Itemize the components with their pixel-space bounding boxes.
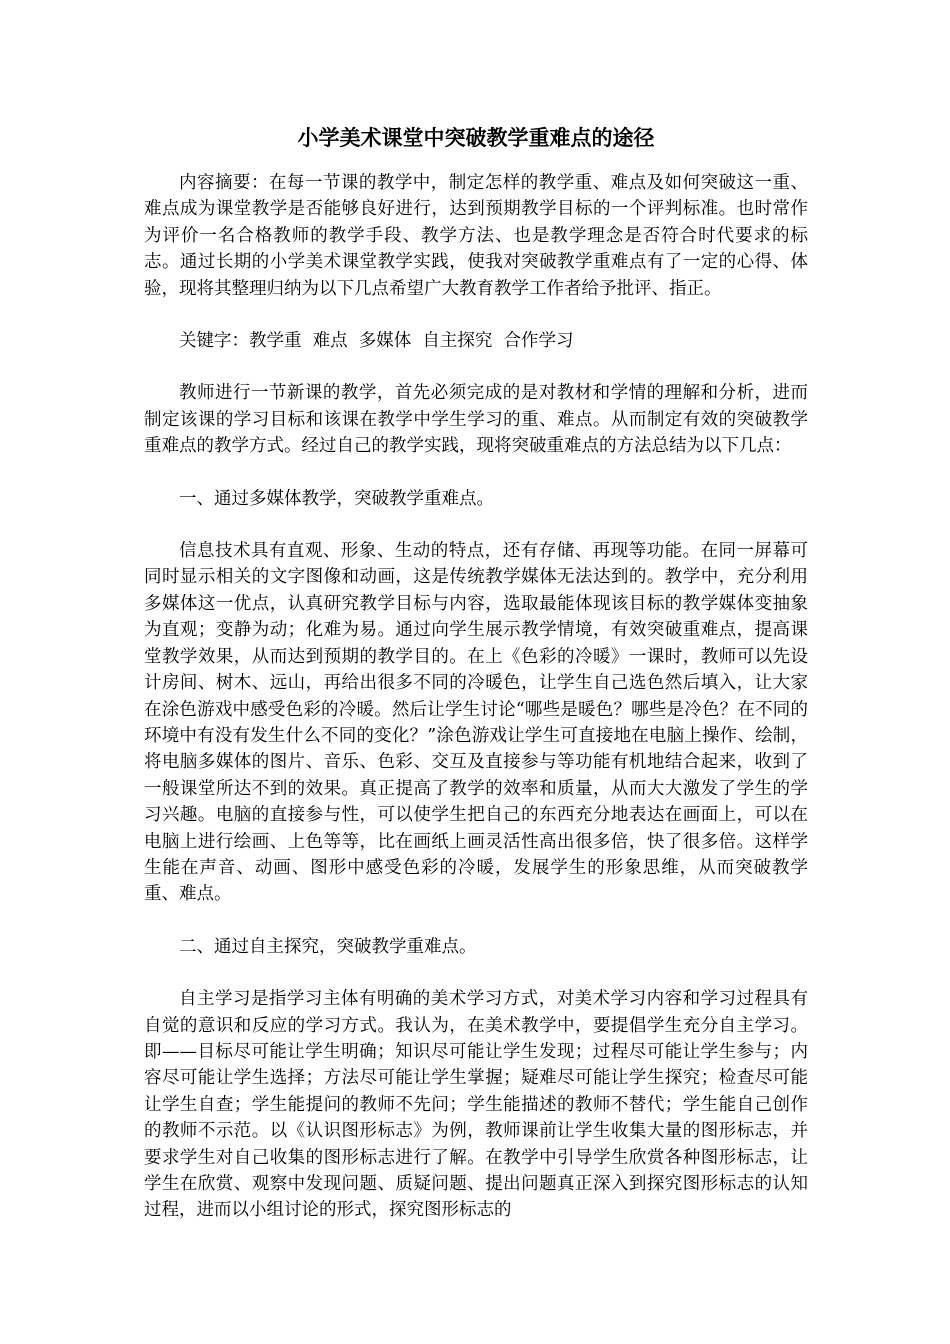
section-heading-1: 一、通过多媒体教学，突破教学重难点。 — [179, 488, 494, 509]
document-title: 小学美术课堂中突破教学重难点的途径 — [297, 126, 655, 150]
abstract-paragraph: 内容摘要：在每一节课的教学中，制定怎样的教学重、难点及如何突破这一重、难点成为课堂教学是否能够良好进行，达到预期教学目标的一个评判标准。也时常作为评价一名合格教师的教学手段、教学方法、也是教学理念是否符合时代要求的标志。通过长期的小学美术课堂教学实践，使我对突破教学重难点有了一定的心得、体验，现将其整理归纳为以下几点希望广大教育教学工作者给予批评、指正。 — [144, 173, 808, 299]
intro-paragraph: 教师进行一节新课的教学，首先必须完成的是对教材和学情的理解和分析，进而制定该课的学习目标和该课在教学中学生学习的重、难点。从而制定有效的突破教学重难点的教学方式。经过自己的教学实践，现将突破重难点的方法总结为以下几点： — [144, 383, 808, 457]
section-body-2: 自主学习是指学习主体有明确的美术学习方式，对美术学习内容和学习过程具有自觉的意识和反应的学习方式。我认为，在美术教学中，要提倡学生充分自主学习。即——目标尽可能让学生明确；知识尽可能让学生发现；过程尽可能让学生参与；内容尽可能让学生选择；方法尽可能让学生掌握；疑难尽可能让学生探究；检查尽可能让学生自查；学生能提问的教师不先问；学生能描述的教师不替代；学生能自己创作的教师不示范。以《认识图形标志》为例，教师课前让学生收集大量的图形标志，并要求学生对自己收集的图形标志进行了解。在教学中引导学生欣赏各种图形标志，让学生在欣赏、观察中发现问题、质疑问题、提出问题真正深入到探究图形标志的认知过程，进而以小组讨论的形式，探究图形标志的 — [144, 989, 808, 1221]
section-body-1: 信息技术具有直观、形象、生动的特点，还有存储、再现等功能。在同一屏幕可同时显示相关的文字图像和动画，这是传统教学媒体无法达到的。教学中，充分利用多媒体这一优点，认真研究教学目标与内容，选取最能体现该目标的教学媒体变抽象为直观；变静为动；化难为易。通过向学生展示教学情境，有效突破重难点，提高课堂教学效果，从而达到预期的教学目的。在上《色彩的冷暖》一课时，教师可以先设计房间、树木、远山，再给出很多不同的冷暖色，让学生自己选色然后填入，让大家在涂色游戏中感受色彩的冷暖。然后让学生讨论“哪些是暖色？哪些是冷色？在不同的环境中有没有发生什么不同的变化？”涂色游戏让学生可直接地在电脑上操作、绘制，将电脑多媒体的图片、音乐、色彩、交互及直接参与等功能有机地结合起来，收到了一般课堂所达不到的效果。真正提高了教学的效率和质量，从而大大激发了学生的学习兴趣。电脑的直接参与性，可以使学生把自己的东西充分地表达在画面上，可以在电脑上进行绘画、上色等等，比在画纸上画灵活性高出很多倍，快了很多倍。这样学生能在声音、动画、图形中感受色彩的冷暖，发展学生的形象思维，从而突破教学重、难点。 — [144, 541, 808, 905]
section-heading-2: 二、通过自主探究，突破教学重难点。 — [179, 936, 477, 957]
keywords-paragraph: 关键字：教学重 难点 多媒体 自主探究 合作学习 — [179, 331, 574, 352]
document-page — [144, 118, 808, 1250]
